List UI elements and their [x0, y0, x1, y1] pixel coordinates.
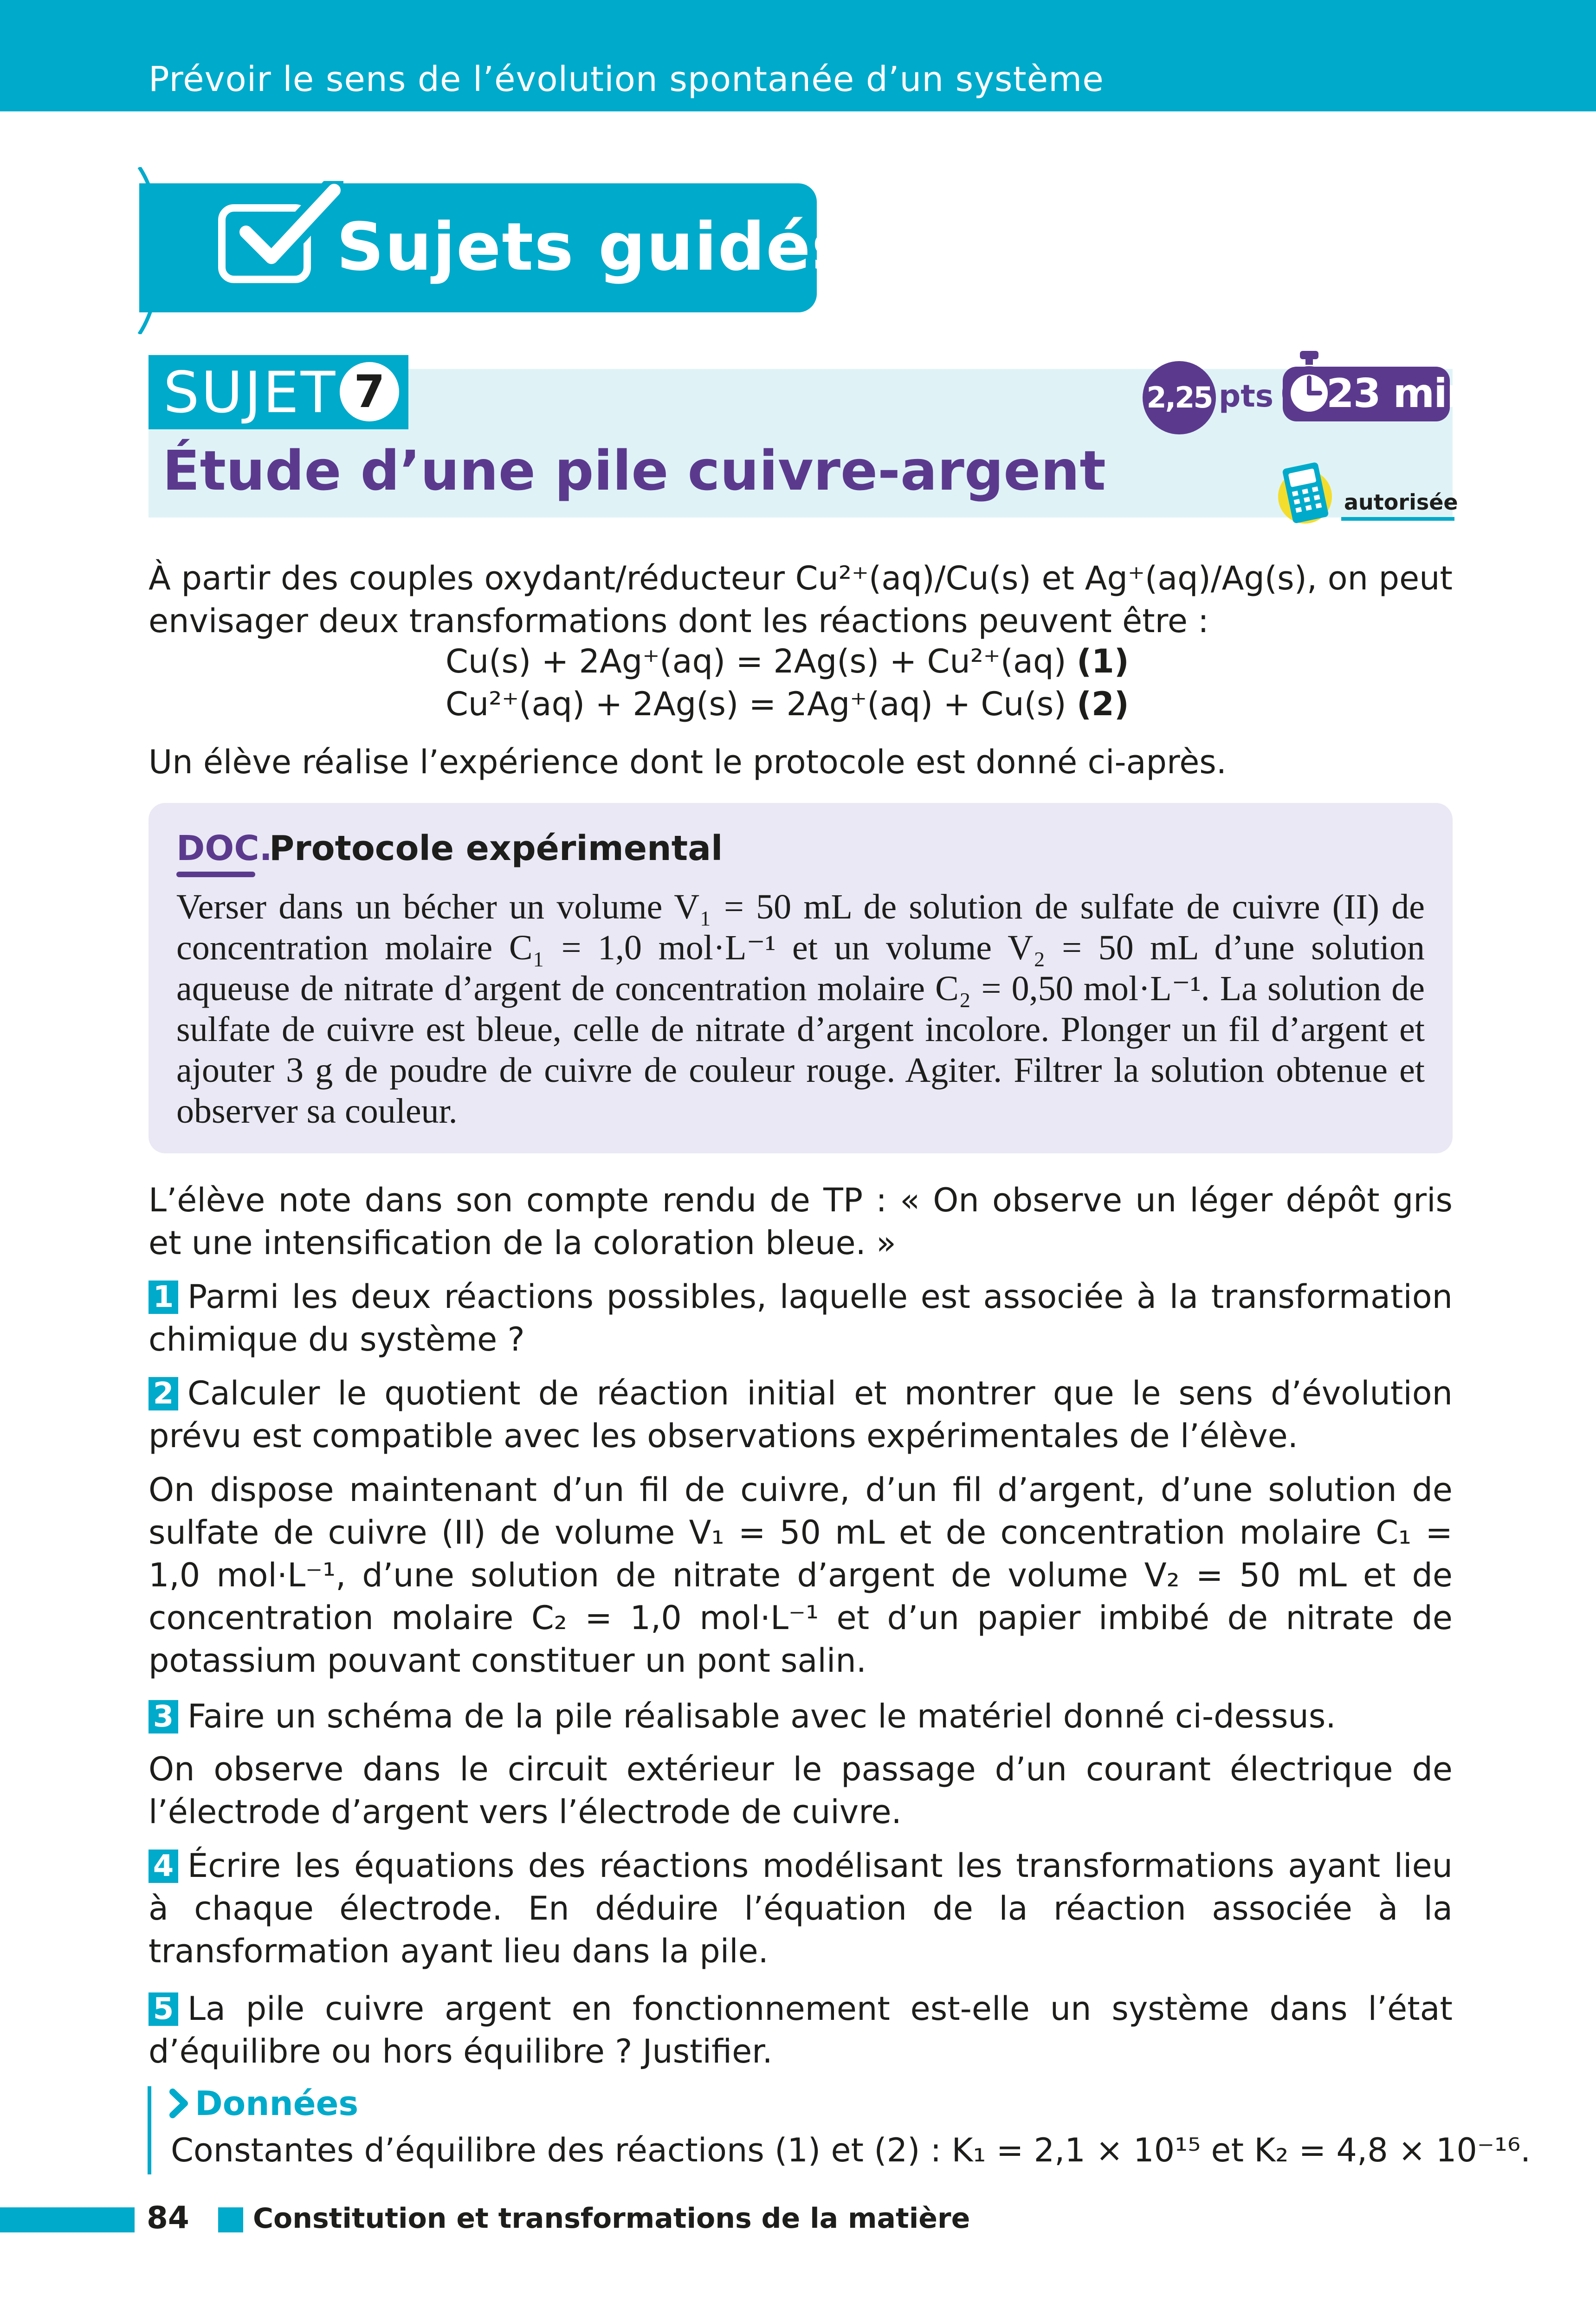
question-1-text: Parmi les deux réactions possibles, laquelle est associée à la transformation chimique du système ?	[149, 1278, 1453, 1358]
question-2	[149, 1372, 1453, 1457]
data-text: Constantes d’équilibre des réactions (1) et (2) : K₁ = 2,1 × 10¹⁵ et K₂ = 4,8 × 10⁻¹⁶.	[171, 2131, 1531, 2169]
question-3	[149, 1695, 1453, 1738]
calculator-underline	[1341, 517, 1454, 521]
document-text: Verser dans un bécher un volume V₁ = 50 mL de solution de sulfate de cuivre (II) de concentration molaire C₁ = 1,0 mol·L⁻¹ et un volume V₂ = 50 mL d’une solution aqueuse de nitrate d’argent de concentration molaire C₂ = 0,50 mol·L⁻¹. La solution de sulfate de cuivre est bleue, celle de nitrate d’argent incolore. Plonger un fil d’argent et ajouter 3 g de poudre de cuivre de couleur rouge. Agiter. Filtrer la solution obtenue et observer sa couleur.	[176, 887, 1425, 1131]
footer-bar	[0, 2207, 135, 2232]
footer-square	[218, 2207, 243, 2232]
document-title: Protocole expérimental	[269, 828, 723, 868]
check-mark-icon	[232, 181, 343, 278]
intro-paragraph	[149, 557, 1453, 642]
subject-title: Étude d’une pile cuivre-argent	[162, 439, 1106, 503]
equation-2: Cu²⁺(aq) + 2Ag(s) = 2Ag⁺(aq) + Cu(s)	[446, 685, 1066, 723]
material-paragraph: On dispose maintenant d’un fil de cuivre, d’un fil d’argent, d’une solution de sulfate de cuivre (II) de volume V₁ = 50 mL et de concentration molaire C₁ = 1,0 mol·L⁻¹, d’une solution de nitrate d’argent de volume V₂ = 50 mL et de concentration molaire C₂ = 1,0 mol·L⁻¹ et d’un papier imbibé de nitrate de potassium pouvant constituer un pont salin.	[149, 1471, 1453, 1680]
question-2-number: 2	[149, 1377, 178, 1410]
question-4	[149, 1844, 1453, 1973]
calculator-icon	[1277, 459, 1338, 529]
equation-2-number: (2)	[1077, 685, 1129, 723]
intro-paragraph-2: Un élève réalise l’expérience dont le protocole est donné ci-après.	[149, 743, 1227, 781]
observation-paragraph: L’élève note dans son compte rendu de TP : « On observe un léger dépôt gris et une intensification de la coloration bleue. »	[149, 1181, 1453, 1262]
subject-number: 7	[354, 366, 385, 418]
chevron-right-icon	[167, 2087, 190, 2120]
section-title: Sujets guidés	[336, 209, 852, 285]
duration-value: 23 min	[1326, 370, 1474, 417]
current-paragraph: On observe dans le circuit extérieur le passage d’un courant électrique de l’électrode d’argent vers l’électrode de cuivre.	[149, 1750, 1453, 1831]
running-title: Prévoir le sens de l’évolution spontanée d’un système	[149, 59, 1104, 99]
question-1	[149, 1275, 1453, 1361]
question-1-number: 1	[149, 1281, 178, 1314]
equation-1: Cu(s) + 2Ag⁺(aq) = 2Ag(s) + Cu²⁺(aq)	[446, 642, 1066, 680]
equation-1-number: (1)	[1077, 642, 1129, 680]
calculator-label: autorisée	[1344, 490, 1458, 515]
question-5-text: La pile cuivre argent en fonctionnement est-elle un système dans l’état d’équilibre ou hors équilibre ? Justifier.	[149, 1990, 1453, 2070]
points-unit: pts	[1219, 378, 1274, 414]
document-tag-underline	[176, 872, 255, 877]
page-number: 84	[147, 2200, 189, 2236]
question-5-number: 5	[149, 1992, 178, 2026]
points-value: 2,25	[1146, 381, 1212, 414]
question-4-text: Écrire les équations des réactions modélisant les transformations ayant lieu à chaque électrode. En déduire l’équation de la réaction associée à la transformation ayant lieu dans la pile.	[149, 1847, 1453, 1970]
question-4-number: 4	[149, 1850, 178, 1883]
subject-label: SUJET	[163, 360, 337, 426]
question-3-number: 3	[149, 1700, 178, 1733]
data-title: Données	[195, 2084, 359, 2123]
question-5	[149, 1987, 1453, 2073]
intro-text: À partir des couples oxydant/réducteur Cu²⁺(aq)/Cu(s) et Ag⁺(aq)/Ag(s), on peut envisager deux transformations dont les réactions peuvent être :	[149, 559, 1453, 640]
question-3-text: Faire un schéma de la pile réalisable avec le matériel donné ci-dessus.	[187, 1697, 1336, 1735]
document-tag: DOC.	[176, 828, 272, 868]
footer-section: Constitution et transformations de la matière	[253, 2202, 970, 2235]
data-rule	[148, 2086, 151, 2174]
question-2-text: Calculer le quotient de réaction initial et montrer que le sens d’évolution prévu est compatible avec les observations expérimentales de l’élève.	[149, 1374, 1453, 1455]
